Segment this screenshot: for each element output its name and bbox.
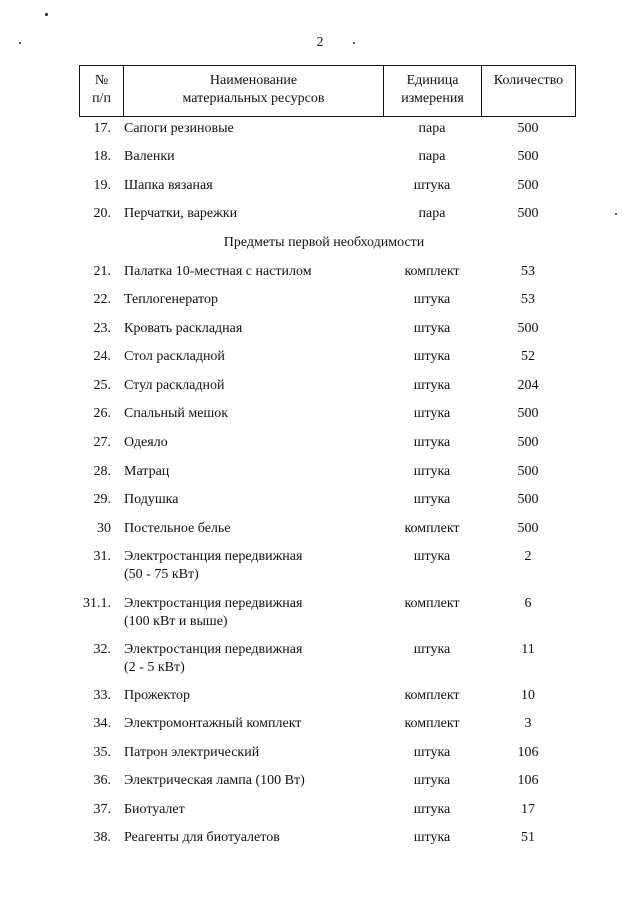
row-unit: штука bbox=[413, 349, 451, 364]
row-number: 20. bbox=[93, 206, 111, 221]
row-number: 23. bbox=[93, 321, 111, 336]
row-unit: пара bbox=[418, 149, 446, 164]
row-quantity: 106 bbox=[517, 745, 539, 760]
row-quantity: 500 bbox=[517, 492, 539, 507]
row-name: Стол раскладной bbox=[124, 349, 225, 364]
row-name: Реагенты для биотуалетов bbox=[124, 830, 280, 845]
row-number: 17. bbox=[93, 121, 111, 136]
row-number: 35. bbox=[93, 745, 111, 760]
row-unit: штука bbox=[413, 464, 451, 479]
row-number: 32. bbox=[93, 642, 111, 657]
row-number: 22. bbox=[93, 292, 111, 307]
row-unit: штука bbox=[413, 745, 451, 760]
row-quantity: 500 bbox=[517, 521, 539, 536]
row-name: Подушка bbox=[124, 492, 179, 507]
row-name: Теплогенератор bbox=[124, 292, 218, 307]
row-quantity: 2 bbox=[524, 549, 532, 564]
page-number: 2 bbox=[316, 35, 324, 50]
row-name: Электромонтажный комплект bbox=[124, 716, 302, 731]
row-quantity: 204 bbox=[517, 378, 539, 393]
row-number: 30 bbox=[97, 521, 111, 536]
row-name: Электрическая лампа (100 Вт) bbox=[124, 773, 305, 788]
row-name: Прожектор bbox=[124, 688, 191, 703]
row-quantity: 500 bbox=[517, 435, 539, 450]
row-quantity: 17 bbox=[521, 802, 535, 817]
row-quantity: 3 bbox=[524, 716, 532, 731]
row-quantity: 51 bbox=[521, 830, 535, 845]
row-unit: штука bbox=[413, 830, 451, 845]
row-number: 25. bbox=[93, 378, 111, 393]
row-number: 31. bbox=[93, 549, 111, 564]
row-name: Валенки bbox=[124, 149, 175, 164]
row-quantity: 11 bbox=[521, 642, 535, 657]
row-unit: комплект bbox=[404, 688, 460, 703]
row-number: 28. bbox=[93, 464, 111, 479]
row-number: 18. bbox=[93, 149, 111, 164]
row-name: Спальный мешок bbox=[124, 406, 229, 421]
row-quantity: 500 bbox=[517, 321, 539, 336]
row-name: Постельное белье bbox=[124, 521, 231, 536]
row-unit: комплект bbox=[404, 264, 460, 279]
header-name-text: Наименование материальных ресурсов bbox=[182, 73, 325, 106]
row-unit: комплект bbox=[404, 716, 460, 731]
row-unit: штука bbox=[413, 292, 451, 307]
row-quantity: 500 bbox=[517, 206, 539, 221]
row-name: Электростанция передвижная (100 кВт и выше) bbox=[124, 596, 303, 629]
row-number: 36. bbox=[93, 773, 111, 788]
row-quantity: 53 bbox=[521, 264, 535, 279]
row-quantity: 500 bbox=[517, 464, 539, 479]
row-number: 33. bbox=[93, 688, 111, 703]
row-unit: штука bbox=[413, 802, 451, 817]
row-unit: штука bbox=[413, 435, 451, 450]
row-quantity: 500 bbox=[517, 178, 539, 193]
row-number: 26. bbox=[93, 406, 111, 421]
row-name: Электростанция передвижная (50 - 75 кВт) bbox=[124, 549, 303, 582]
row-quantity: 500 bbox=[517, 149, 539, 164]
row-unit: штука bbox=[413, 378, 451, 393]
row-name: Одеяло bbox=[124, 435, 168, 450]
header-qty-text: Количество bbox=[493, 73, 564, 88]
row-number: 34. bbox=[93, 716, 111, 731]
row-name: Перчатки, варежки bbox=[124, 206, 238, 221]
row-quantity: 6 bbox=[524, 596, 532, 611]
row-quantity: 53 bbox=[521, 292, 535, 307]
row-number: 38. bbox=[93, 830, 111, 845]
row-name: Шапка вязаная bbox=[124, 178, 213, 193]
row-number: 19. bbox=[93, 178, 111, 193]
row-name: Палатка 10-местная с настилом bbox=[124, 264, 312, 279]
row-unit: штука bbox=[413, 773, 451, 788]
row-quantity: 52 bbox=[521, 349, 535, 364]
row-name: Патрон электрический bbox=[124, 745, 260, 760]
header-unit-text: Единица измерения bbox=[401, 73, 464, 106]
row-number: 37. bbox=[93, 802, 111, 817]
row-name: Сапоги резиновые bbox=[124, 121, 234, 136]
row-quantity: 500 bbox=[517, 121, 539, 136]
row-number: 27. bbox=[93, 435, 111, 450]
row-number: 24. bbox=[93, 349, 111, 364]
row-number: 21. bbox=[93, 264, 111, 279]
row-unit: штука bbox=[413, 492, 451, 507]
row-name: Кровать раскладная bbox=[124, 321, 243, 336]
section-title: Предметы первой необходимости bbox=[223, 235, 425, 250]
row-number: 29. bbox=[93, 492, 111, 507]
row-name: Матрац bbox=[124, 464, 170, 479]
header-num-text: № п/п bbox=[92, 73, 111, 106]
row-number: 31.1. bbox=[83, 596, 111, 611]
row-name: Биотуалет bbox=[124, 802, 185, 817]
row-unit: пара bbox=[418, 206, 446, 221]
row-unit: штука bbox=[413, 642, 451, 657]
row-unit: пара bbox=[418, 121, 446, 136]
row-unit: комплект bbox=[404, 521, 460, 536]
row-unit: штука bbox=[413, 549, 451, 564]
row-name: Электростанция передвижная (2 - 5 кВт) bbox=[124, 642, 303, 675]
row-unit: комплект bbox=[404, 596, 460, 611]
row-unit: штука bbox=[413, 406, 451, 421]
row-quantity: 500 bbox=[517, 406, 539, 421]
row-unit: штука bbox=[413, 321, 451, 336]
row-quantity: 10 bbox=[521, 688, 535, 703]
row-quantity: 106 bbox=[517, 773, 539, 788]
row-unit: штука bbox=[413, 178, 451, 193]
row-name: Стул раскладной bbox=[124, 378, 225, 393]
